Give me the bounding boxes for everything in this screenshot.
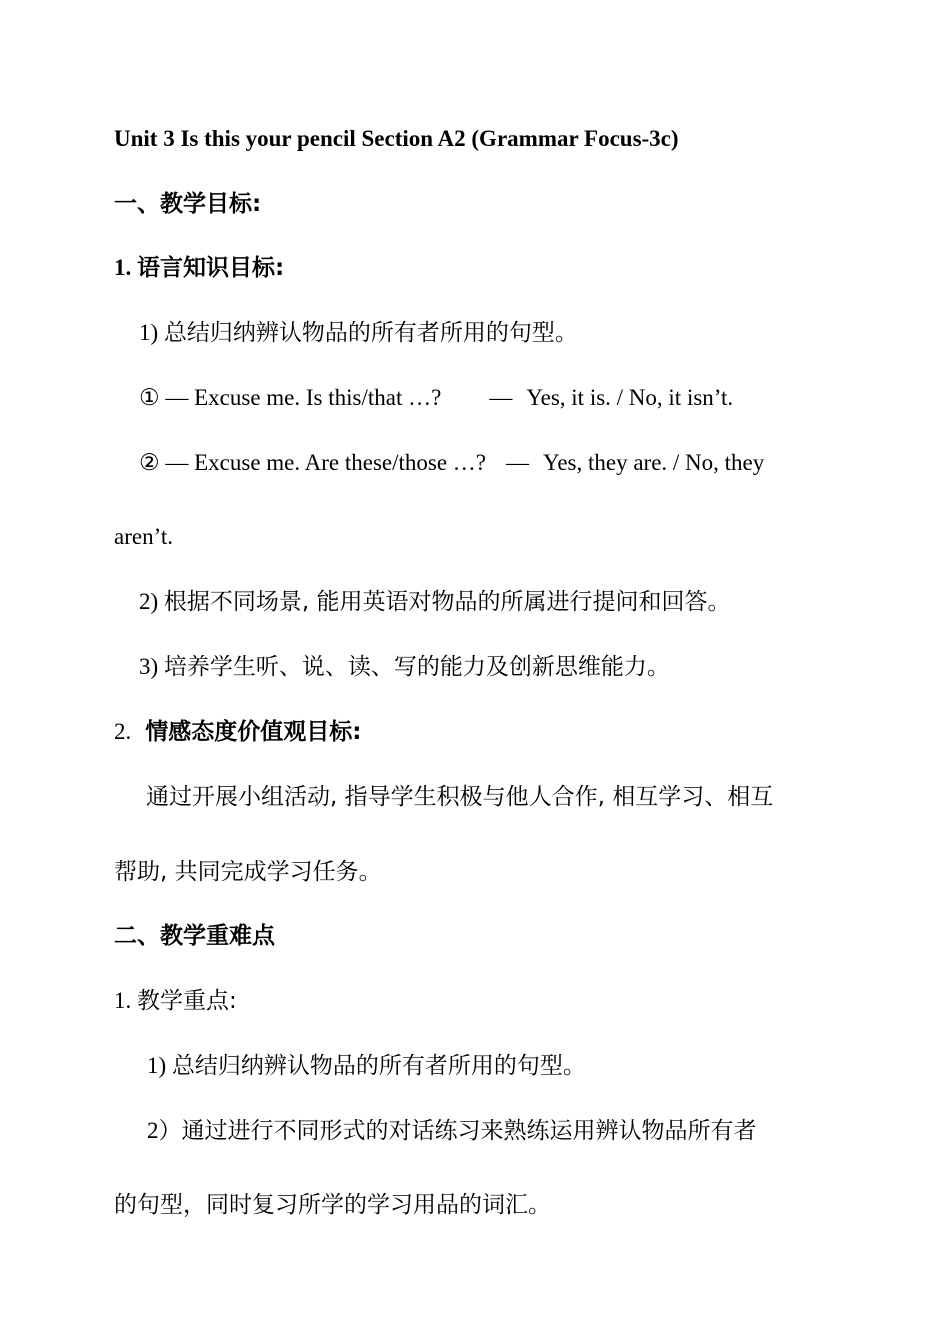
section-heading-objectives: 一、教学目标: [114, 191, 262, 217]
objective-item-2 [139, 587, 731, 617]
example-question: — Excuse me. Is this/that …? [159, 385, 442, 410]
circled-number-1: ① [139, 385, 160, 410]
objective-item-1 [139, 318, 578, 348]
item-number: 3) [139, 654, 164, 679]
item-text: 培养学生听、说、读、写的能力及创新思维能力。 [163, 654, 670, 680]
subheading-emotional-attitude [114, 717, 361, 747]
example-question: — Excuse me. Are these/those …? [159, 450, 487, 475]
item-number: 2） [147, 1118, 182, 1143]
subheading-text: 语言知识目标: [137, 255, 285, 281]
paragraph-line-2: 帮助, 共同完成学习任务。 [114, 859, 382, 885]
subheading-number: 1. [114, 255, 137, 280]
item-number: 1) [147, 1053, 172, 1078]
item-number: 2) [139, 589, 164, 614]
example-answer: Yes, they are. / No, they [543, 450, 765, 475]
subheading-number: 2. [114, 719, 132, 744]
subheading-number: 1. [114, 988, 137, 1013]
item-text: 总结归纳辨认物品的所有者所用的句型。 [171, 1053, 586, 1079]
item-text: 根据不同场景, 能用英语对物品的所属进行提问和回答。 [163, 589, 731, 615]
section-heading-key-points: 二、教学重难点 [114, 923, 275, 949]
item-text: 通过进行不同形式的对话练习来熟练运用辨认物品所有者 [181, 1118, 757, 1144]
circled-number-2: ② [139, 450, 160, 475]
example-dash: — [489, 385, 513, 410]
subheading-language-knowledge [114, 253, 284, 283]
document-title: Unit 3 Is this your pencil Section A2 (Grammar Focus-3c) [114, 126, 679, 151]
focus-item-2-continued: 的句型，同时复习所学的学习用品的词汇。 [114, 1192, 551, 1218]
example-sentence-2 [139, 448, 764, 478]
subheading-text: 情感态度价值观目标: [145, 719, 362, 745]
item-text: 总结归纳辨认物品的所有者所用的句型。 [163, 320, 578, 346]
item-number: 1) [139, 320, 164, 345]
objective-item-3 [139, 652, 670, 682]
example-dash: — [506, 450, 530, 475]
example-sentence-1 [139, 383, 733, 413]
focus-item-2 [147, 1116, 757, 1146]
example-sentence-2-continued: aren’t. [114, 524, 173, 549]
paragraph-line-1: 通过开展小组活动, 指导学生积极与他人合作, 相互学习、相互 [146, 784, 774, 810]
subheading-teaching-focus [114, 986, 237, 1016]
focus-item-1 [147, 1051, 586, 1081]
subheading-text: 教学重点: [137, 988, 237, 1014]
example-answer: Yes, it is. / No, it isn’t. [526, 385, 734, 410]
